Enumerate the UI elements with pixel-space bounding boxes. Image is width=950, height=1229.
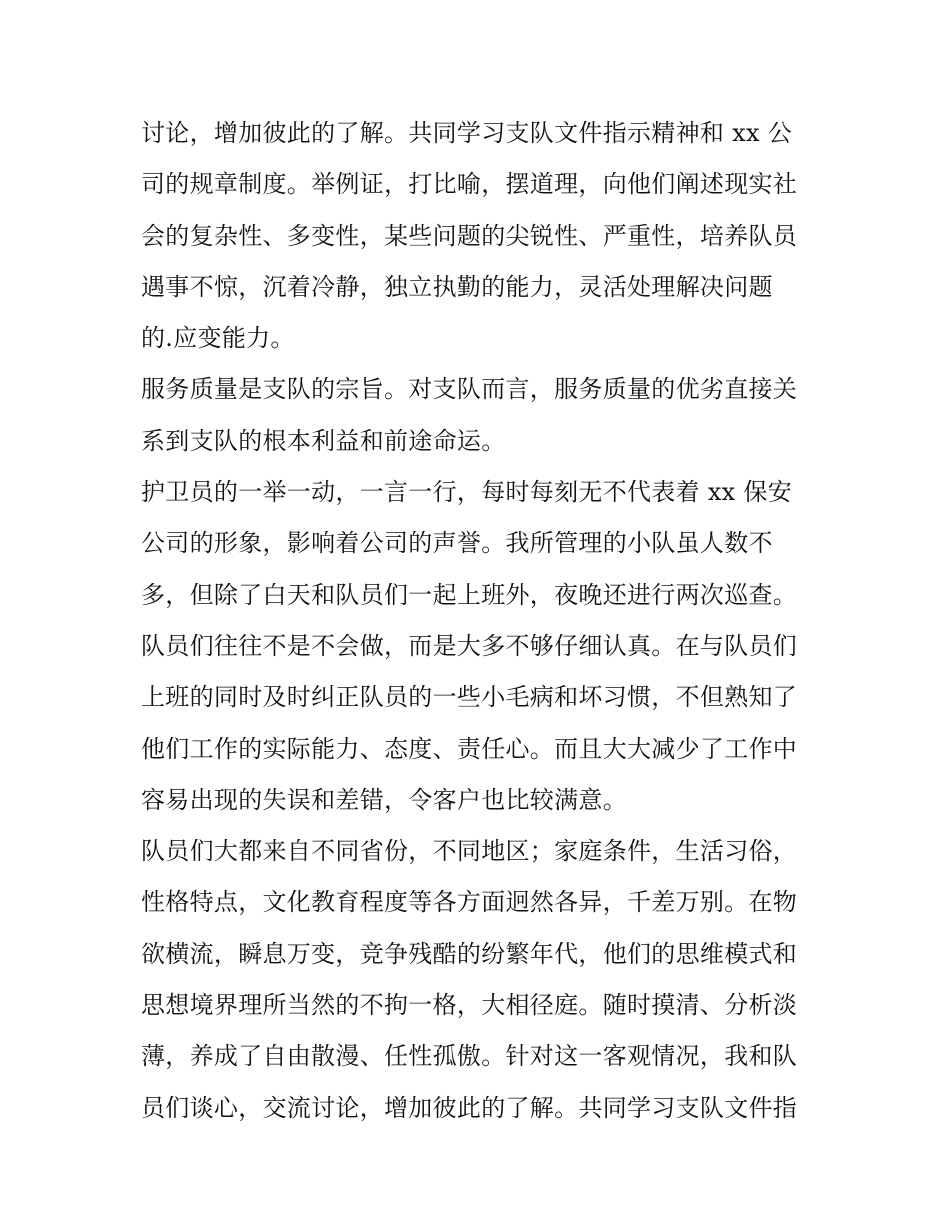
text-line: 公司的形象，影响着公司的声誉。我所管理的小队虽人数不 [141, 529, 773, 558]
text-line: 队员们大都来自不同省份，不同地区；家庭条件，生活习俗， [141, 837, 798, 866]
text-line: 性格特点，文化教育程度等各方面迥然各异，千差万别。在物 [141, 888, 798, 917]
paragraph-4 [141, 826, 821, 1134]
text-line: 会的复杂性、多变性，某些问题的尖锐性、严重性，培养队员 [141, 221, 798, 250]
text-line: 员们谈心，交流讨论，增加彼此的了解。共同学习支队文件指 [141, 1093, 798, 1122]
text-line: 欲横流，瞬息万变，竞争残酷的纷繁年代，他们的思维模式和 [141, 939, 798, 968]
text-line: 司的规章制度。举例证，打比喻，摆道理，向他们阐述现实社 [141, 170, 798, 199]
paragraph-2 [141, 364, 821, 467]
paragraph-3 [141, 467, 821, 826]
text-line: 多，但除了白天和队员们一起上班外，夜晚还进行两次巡查。 [141, 580, 798, 609]
text-line: 上班的同时及时纠正队员的一些小毛病和坏习惯，不但熟知了 [141, 683, 798, 712]
text-line: 队员们往往不是不会做，而是大多不够仔细认真。在与队员们 [141, 631, 798, 660]
text-line: 讨论，增加彼此的了解。共同学习支队文件指示精神和 xx 公 [141, 119, 793, 147]
text-line: 思想境界理所当然的不拘一格，大相径庭。随时摸清、分析淡 [141, 991, 798, 1020]
text-line: 遇事不惊，沉着冷静，独立执勤的能力，灵活处理解决问题 [141, 272, 773, 301]
text-line: 的.应变能力。 [141, 324, 295, 353]
text-line: 护卫员的一举一动，一言一行，每时每刻无不代表着 xx 保安 [141, 478, 793, 507]
text-line: 他们工作的实际能力、态度、责任心。而且大大减少了工作中 [141, 734, 798, 763]
text-line: 系到支队的根本利益和前途命运。 [141, 426, 506, 455]
text-line: 容易出现的失误和差错，令客户也比较满意。 [141, 785, 627, 814]
text-line: 薄，养成了自由散漫、任性孤傲。针对这一客观情况，我和队 [141, 1042, 798, 1071]
paragraph-1 [141, 108, 821, 364]
document-body [141, 108, 821, 1134]
text-line: 服务质量是支队的宗旨。对支队而言，服务质量的优劣直接关 [141, 375, 798, 404]
